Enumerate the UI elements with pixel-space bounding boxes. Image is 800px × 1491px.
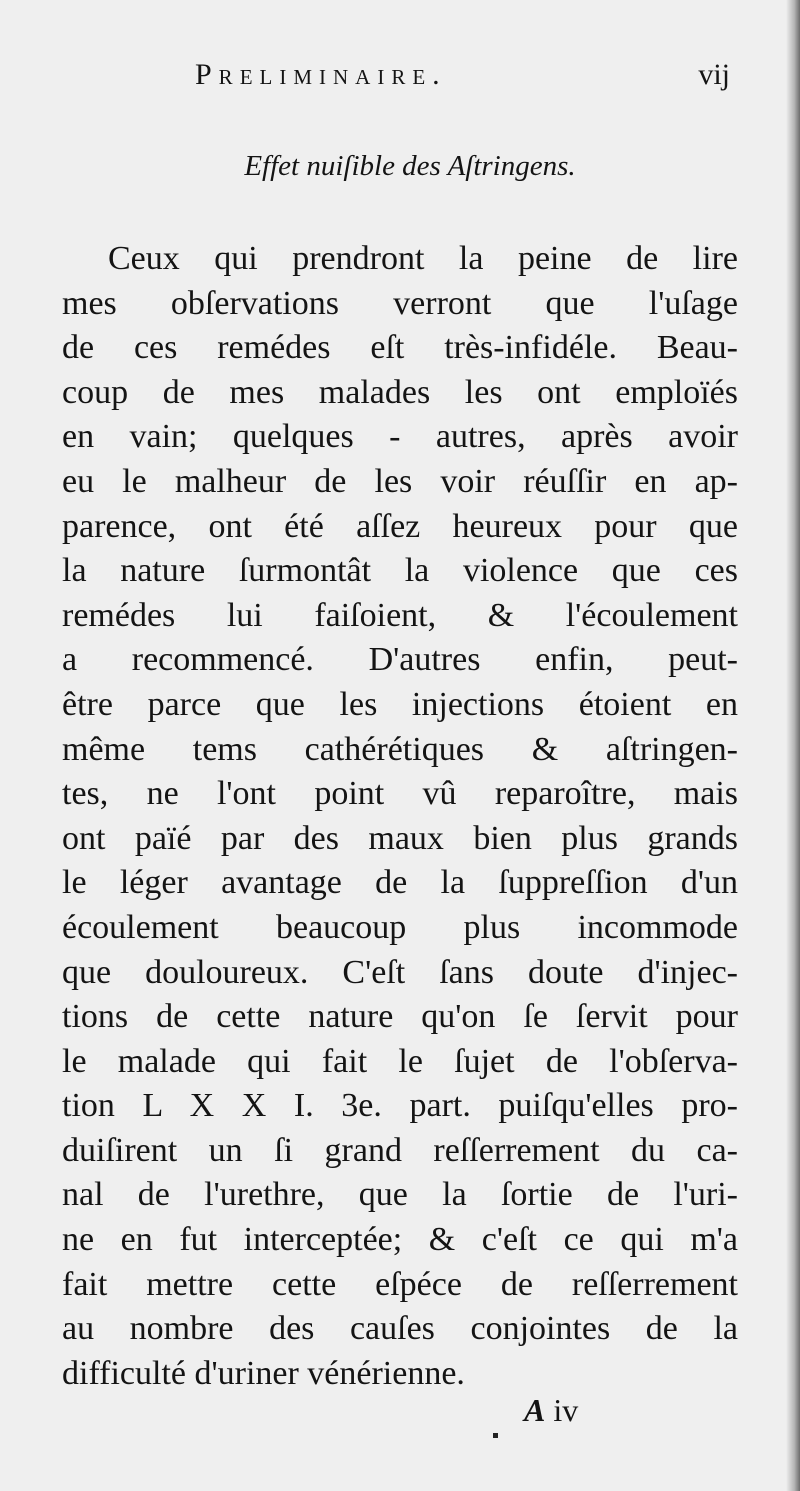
page-header [195,58,730,98]
page-number: vij [698,58,730,91]
ink-speck [493,1433,498,1438]
text-line: mes obſervations verront que l'uſage [62,284,738,322]
text-line: nal de l'urethre, que la ſortie de l'uri- [62,1176,738,1214]
page-edge-shadow [786,0,800,1491]
text-line: le léger avantage de la ſuppreſſion d'un [62,864,738,902]
text-line: duiſirent un ſi grand reſſerrement du ca- [62,1131,738,1169]
text-line: difficulté d'uriner vénérienne. [62,1354,465,1392]
signature-letter: A [524,1392,546,1428]
text-line: a recommencé. D'autres enfin, peut- [62,641,738,679]
text-line: que douloureux. C'eſt ſans doute d'injec- [62,953,738,991]
text-line: coup de mes malades les ont emploïés [62,373,738,411]
body-paragraph [62,237,738,1396]
text-line: tes, ne l'ont point vû reparoître, mais [62,775,738,813]
signature-mark [524,1392,578,1429]
text-line: ont païé par des maux bien plus grands [62,819,738,857]
text-line: de ces remédes eſt très-infidéle. Beau- [62,329,738,367]
text-line: même tems cathérétiques & aſtringen- [62,730,738,768]
text-line: ne en fut interceptée; & c'eſt ce qui m'a [62,1221,738,1259]
text-line: être parce que les injections étoient en [62,685,738,723]
text-line: tions de cette nature qu'on ſe ſervit pour [62,998,738,1036]
text-line: au nombre des cauſes conjointes de la [62,1310,738,1348]
running-head: Preliminaire. [195,58,447,91]
text-line: le malade qui fait le ſujet de l'obſerva- [62,1042,738,1080]
signature-number: iv [553,1392,579,1428]
text-line: tion L X X I. 3e. part. puiſqu'elles pro- [62,1087,738,1125]
text-line: fait mettre cette eſpéce de reſſerrement [62,1265,738,1303]
section-title: Effet nuiſible des Aſtringens. [244,150,576,182]
text-line: en vain; quelques - autres, après avoir [62,418,738,456]
text-line: parence, ont été aſſez heureux pour que [62,507,738,545]
text-line: la nature ſurmontât la violence que ces [62,552,738,590]
text-line: Ceux qui prendront la peine de lire [108,240,738,277]
text-line: eu le malheur de les voir réuſſir en ap- [62,462,738,500]
text-line: remédes lui faiſoient, & l'écoulement [62,596,738,634]
text-line: écoulement beaucoup plus incommode [62,908,738,946]
